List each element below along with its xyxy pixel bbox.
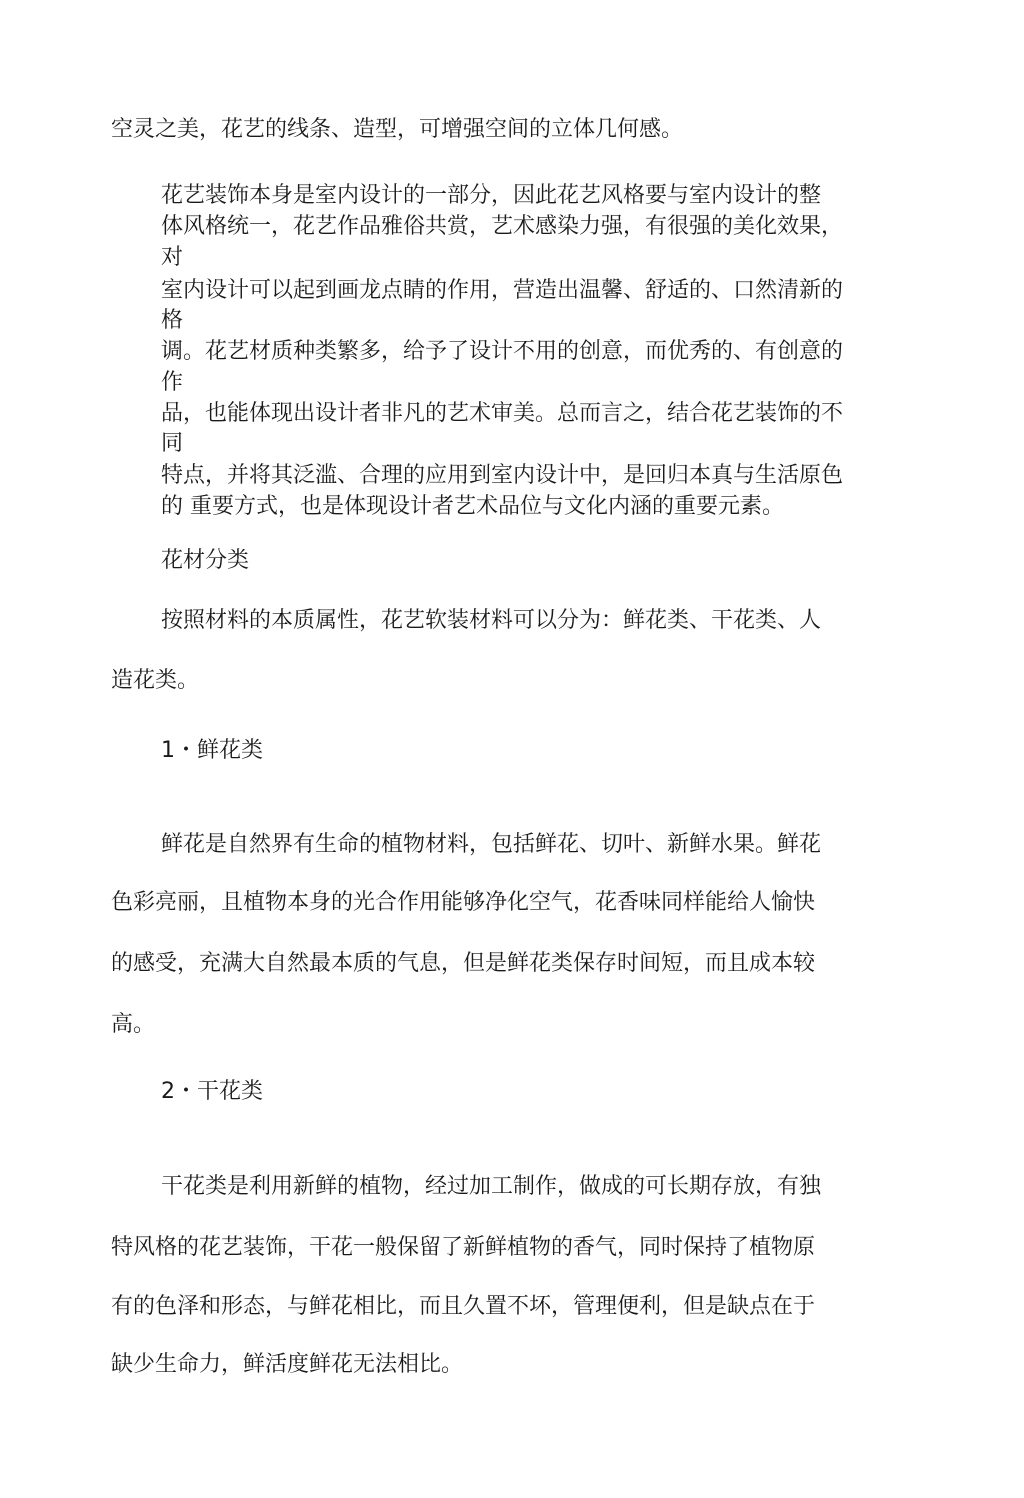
- paragraph-line: 的感受，充满大自然最本质的气息，但是鲜花类保存时间短，而且成本较: [111, 951, 816, 976]
- paragraph-line: 的 重要方式，也是体现设计者艺术品位与文化内涵的重要元素。: [161, 494, 784, 519]
- paragraph-line: 体风格统一，花艺作品雅俗共赏，艺术感染力强，有很强的美化效果，: [161, 214, 844, 239]
- paragraph-line: 作: [161, 370, 184, 395]
- paragraph-line: 有的色泽和形态，与鲜花相比，而且久置不坏，管理便利，但是缺点在于: [111, 1294, 816, 1319]
- section-heading-dried-flowers: 2・干花类: [161, 1079, 263, 1104]
- paragraph-line: 干花类是利用新鲜的植物，经过加工制作，做成的可长期存放，有独: [161, 1174, 822, 1199]
- paragraph-line: 对: [161, 245, 184, 270]
- paragraph-line: 造花类。: [111, 668, 200, 693]
- paragraph-line: 高。: [111, 1012, 156, 1037]
- section-heading-fresh-flowers: 1・鲜花类: [161, 738, 263, 763]
- paragraph-line: 室内设计可以起到画龙点睛的作用，营造出温馨、舒适的、口然清新的: [161, 278, 844, 303]
- paragraph-line: 同: [161, 431, 184, 456]
- paragraph-line: 品，也能体现出设计者非凡的艺术审美。总而言之，结合花艺装饰的不: [161, 401, 844, 426]
- paragraph-line: 色彩亮丽，且植物本身的光合作用能够净化空气，花香味同样能给人愉快: [111, 890, 816, 915]
- paragraph-line: 缺少生命力，鲜活度鲜花无法相比。: [111, 1352, 464, 1377]
- paragraph-line: 鲜花是自然界有生命的植物材料，包括鲜花、切叶、新鲜水果。鲜花: [161, 832, 822, 857]
- paragraph-line: 格: [161, 308, 184, 333]
- intro-line: 空灵之美，花艺的线条、造型，可增强空间的立体几何感。: [111, 117, 684, 142]
- paragraph-line: 特风格的花艺装饰，干花一般保留了新鲜植物的香气，同时保持了植物原: [111, 1235, 816, 1260]
- paragraph-line: 特点，并将其泛滥、合理的应用到室内设计中，是回归本真与生活原色: [161, 463, 844, 488]
- paragraph-line: 调。花艺材质种类繁多，给予了设计不用的创意，而优秀的、有创意的: [161, 339, 844, 364]
- section-heading-classification: 花材分类: [161, 548, 250, 573]
- paragraph-line: 花艺装饰本身是室内设计的一部分，因此花艺风格要与室内设计的整: [161, 183, 822, 208]
- paragraph-line: 按照材料的本质属性，花艺软装材料可以分为：鲜花类、干花类、人: [161, 608, 822, 633]
